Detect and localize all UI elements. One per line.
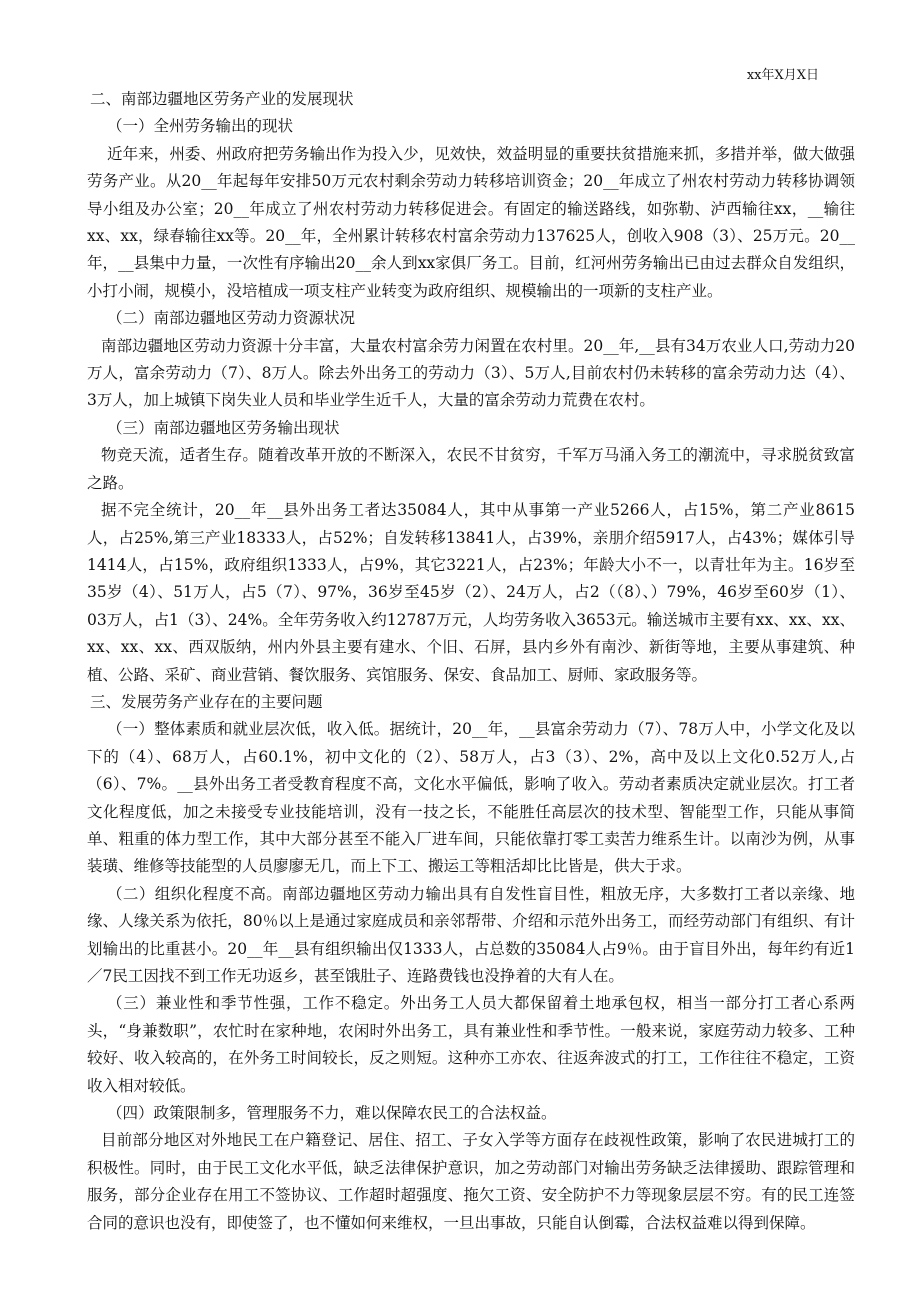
subheading-labor-export-status: （一）全州劳务输出的现状 xyxy=(107,117,294,136)
subheading-problem-4: （四）政策限制多，管理服务不力，难以保障农民工的合法权益。 xyxy=(107,1104,557,1123)
paragraph-labor-export-overview: 近年来，州委、州政府把劳务输出作为投入少，见效快，效益明显的重要扶贫措施来抓，多措并举，做大做强劳务产业。从20__年起每年安排50万元农村剩余劳动力转移培训资金；20__年成立了州农村劳动力转移协调领导小组及办公室；20__年成立了州农村劳动力转移促进会。有固定的输送路线，如弥勒、泸西输往xx，__输往xx、xx，绿春输往xx等。20__年，全州累计转移农村富余劳动力137625人，创收入908（3）、25万元。20__年，__县集中力量，一次性有序输出20__余人到xx家俱厂务工。目前，红河州劳务输出已由过去群众自发组织，小打小闹，规模小，没培植成一项支柱产业转变为政府组织、规模输出的一项新的支柱产业。 xyxy=(87,144,855,300)
paragraph-labor-resources: 南部边疆地区劳动力资源十分丰富，大量农村富余劳力闲置在农村里。20__年,__县有34万农业人口,劳动力20万人，富余劳动力（7）、8万人。除去外出务工的劳动力（3）、5万人,目前农村仍未转移的富余劳动力达（4）、3万人，加上城镇下岗失业人员和毕业学生近千人，大量的富余劳动力荒费在农村。 xyxy=(87,336,855,410)
section-heading-2: 二、南部边疆地区劳务产业的发展现状 xyxy=(90,90,354,108)
paragraph-problem-2: （二）组织化程度不高。南部边疆地区劳动力输出具有自发性盲目性，粗放无序，大多数打工者以亲缘、地缘、人缘关系为依托，80％以上是通过家庭成员和亲邻帮带、介绍和示范外出务工，而经劳动部门有组织、有计划输出的比重甚小。20__年__县有组织输出仅1333人，占总数的35084人占9％。由于盲目外出，每年约有近1／7民工因找不到工作无功返乡，甚至饿肚子、连路费钱也没挣着的大有人在。 xyxy=(87,884,855,985)
subheading-labor-resources: （二）南部边疆地区劳动力资源状况 xyxy=(107,309,356,328)
paragraph-problem-4: 目前部分地区对外地民工在户籍登记、居住、招工、子女入学等方面存在歧视性政策，影响了农民进城打工的积极性。同时，由于民工文化水平低，缺乏法律保护意识，加之劳动部门对输出劳务缺乏法律援助、跟踪管理和服务，部分企业存在用工不签协议、工作超时超强度、拖欠工资、安全防护不力等现象层层不穷。有的民工连签合同的意识也没有，即使签了，也不懂如何来维权，一旦出事故，只能自认倒霉，合法权益难以得到保障。 xyxy=(87,1131,855,1232)
subheading-labor-export-current: （三）南部边疆地区劳务输出现状 xyxy=(107,418,340,437)
document-date: xx年X月X日 xyxy=(746,68,819,83)
paragraph-problem-3: （三）兼业性和季节性强，工作不稳定。外出务工人员大都保留着土地承包权，相当一部分打工者心系两头，“身兼数职”，农忙时在家种地，农闲时外出务工，具有兼业性和季节性。一般来说，家庭劳动力较多、工种较好、收入较高的，在外务工时间较长，反之则短。这种亦工亦农、往返奔波式的打工，工作往往不稳定，工资收入相对较低。 xyxy=(87,994,855,1095)
paragraph-problem-1: （一）整体素质和就业层次低，收入低。据统计，20__年，__县富余劳动力（7）、78万人中，小学文化及以下的（4）、68万人，占60.1%，初中文化的（2）、58万人，占3（3）、2%，高中及以上文化0.52万人,占（6）、7%。__县外出务工者受教育程度不高，文化水平偏低，影响了收入。劳动者素质决定就业层次。打工者文化程度低，加之未接受专业技能培训，没有一技之长，不能胜任高层次的技术型、智能型工作，只能从事简单、粗重的体力型工作，其中大部分甚至不能入厂进车间，只能依靠打零工卖苦力维系生计。以南沙为例，从事装璜、维修等技能型的人员廖廖无几，而上下工、搬运工等粗活却比比皆是，供大于求。 xyxy=(87,720,855,876)
section-heading-3: 三、发展劳务产业存在的主要问题 xyxy=(90,692,323,711)
paragraph-statistics: 据不完全统计，20__年__县外出务工者达35084人，其中从事第一产业5266人，占15%，第二产业8615人，占25%,第三产业18333人，占52%；自发转移13841人，占39%，亲朋介绍5917人，占43%；媒体引导1414人，占15%，政府组织1333人，占9%，其它3221人，占23%；年龄大小不一，以青壮年为主。16岁至35岁（4）、51万人，占5（7）、97%，36岁至45岁（2）、24万人，占2（（8）、）79%，46岁至60岁（1）、03万人，占1（3）、24%。全年劳务收入约12787万元，人均劳务收入3653元。输送城市主要有xx、xx、xx、xx、xx、xx、西双版纳，州内外县主要有建水、个旧、石屏，县内乡外有南沙、新街等地，主要从事建筑、种植、公路、采矿、商业营销、餐饮服务、宾馆服务、保安、食品加工、厨师、家政服务等。 xyxy=(87,501,855,684)
document-body xyxy=(87,86,855,1237)
paragraph-intro: 物竞天流，适者生存。随着改革开放的不断深入，农民不甘贫穷，千军万马涌入务工的潮流中，寻求脱贫致富之路。 xyxy=(87,446,855,492)
